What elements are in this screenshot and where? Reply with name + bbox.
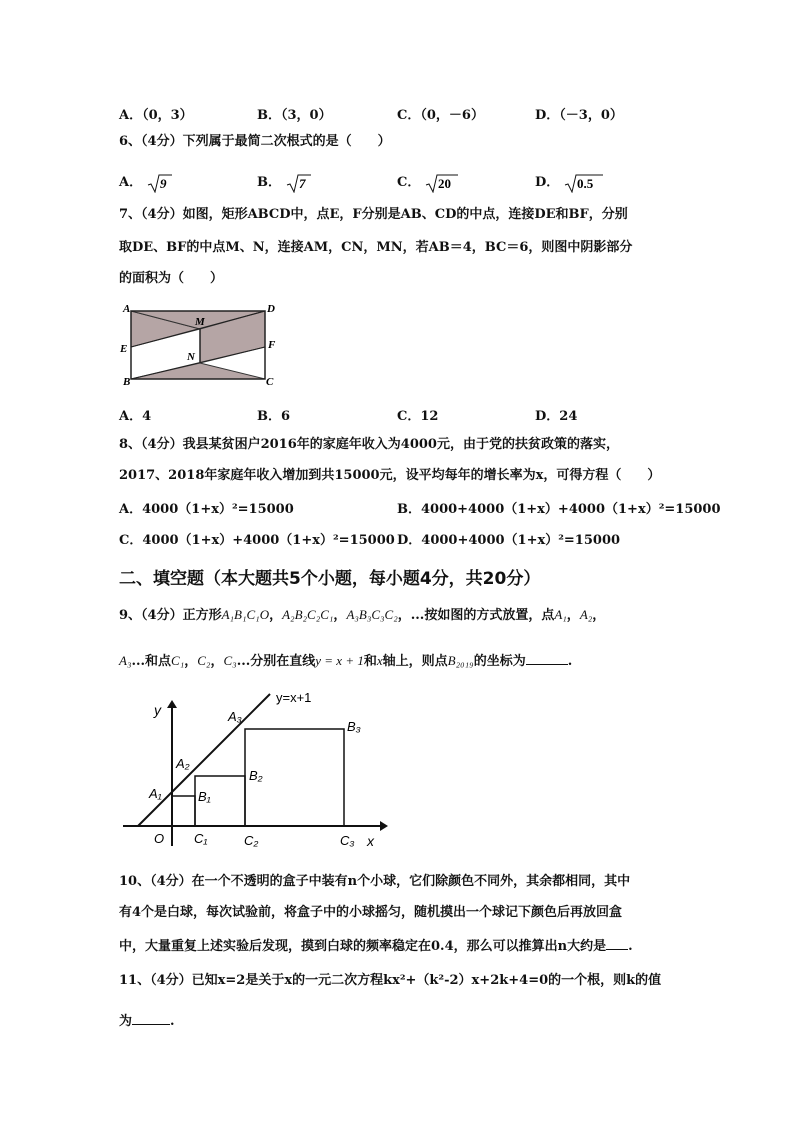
label-a: A	[123, 303, 131, 315]
q7-option-d: D．24	[535, 409, 578, 424]
fig-label-o: O	[154, 831, 165, 846]
q11-line2-end: .	[170, 1014, 175, 1029]
q8-option-c: C．4000（1+x）+4000（1+x）²=15000	[119, 533, 395, 548]
fig-label-x: x	[367, 833, 374, 849]
fig-label-line: y=x+1	[276, 690, 312, 705]
q5-option-c: C．（0，－6）	[397, 108, 484, 123]
q9-line-equation: y = x + 1	[315, 653, 364, 668]
q6-option-d	[535, 171, 604, 193]
q8-option-d: D．4000+4000（1+x）²=15000	[397, 533, 621, 548]
label-b: B	[123, 376, 131, 388]
fig-label-a1: A₁	[149, 786, 162, 801]
q6-option-c	[397, 171, 459, 193]
q9-point-a2: A₂	[579, 607, 593, 622]
q9-square1: A₁B₁C₁O	[221, 607, 270, 622]
label-c: C	[266, 376, 274, 388]
fig-label-a3: A₃	[228, 709, 242, 724]
q11-line1: 11、（4分）已知x=2是关于x的一元二次方程kx²+（k²-2）x+2k+4=0的一个根，则k的值	[119, 973, 662, 988]
q10-line1: 10、（4分）在一个不透明的盒子中装有n个小球，它们除颜色不同外，其余都相同，其中	[119, 874, 631, 889]
q7-option-b: B．6	[257, 409, 291, 424]
label-d: D	[267, 303, 275, 315]
q6-option-a-letter: A．	[119, 175, 143, 190]
q10-line3	[119, 935, 633, 956]
q6-b-radicand: 7	[298, 175, 306, 191]
sqrt-icon	[425, 173, 459, 193]
label-m: M	[195, 316, 205, 328]
section-2-title: 二、填空题（本大题共5个小题，每小题4分，共20分）	[119, 569, 541, 589]
fig-label-c2: C₂	[244, 833, 259, 848]
q9-text: ，	[210, 654, 224, 669]
q5-option-d: D．（－3，0）	[535, 108, 623, 123]
q9-text: 9、（4分）正方形	[119, 608, 222, 623]
sqrt-icon	[286, 173, 312, 193]
q9-line2	[119, 650, 572, 671]
q6-option-c-letter: C．	[397, 175, 421, 190]
q7-line2: 取DE、BF的中点M、N，连接AM，CN，MN，若AB＝4，BC＝6，则图中阴影部分	[119, 240, 633, 255]
q9-text: .	[567, 654, 573, 669]
label-n: N	[187, 351, 195, 363]
q9-text: 轴上，则点	[382, 654, 448, 669]
q5-option-a: A．（0，3）	[119, 108, 193, 123]
q6-option-d-letter: D．	[535, 175, 560, 190]
fig-label-y: y	[154, 702, 161, 718]
q9-text: ，	[333, 608, 347, 623]
q9-text: ，	[184, 654, 198, 669]
q7-rectangle-figure	[115, 302, 285, 394]
fig-label-c3: C₃	[340, 833, 355, 848]
fig-label-a2: A₂	[176, 756, 190, 771]
q11-line2	[119, 1010, 175, 1031]
q9-point-c3: C₃	[223, 653, 237, 668]
q11-answer-blank	[132, 1010, 170, 1025]
label-e: E	[120, 343, 128, 355]
q8-line1: 8、（4分）我县某贫困户2016年的家庭年收入为4000元，由于党的扶贫政策的落实，	[119, 437, 619, 452]
q9-point-a1: A₁	[554, 607, 567, 622]
q9-text: ，	[269, 608, 283, 623]
q8-option-a: A．4000（1+x）²=15000	[119, 502, 294, 517]
q7-option-c: C．12	[397, 409, 439, 424]
sqrt-icon	[564, 173, 604, 193]
label-f: F	[268, 339, 276, 351]
fig-label-b3: B₃	[347, 719, 361, 734]
fig-label-b1: B₁	[198, 789, 211, 804]
q7-line3: 的面积为（ ）	[119, 271, 224, 286]
q8-line2: 2017、2018年家庭年收入增加到共15000元，设平均每年的增长率为x，可得方程（ ）	[119, 468, 661, 483]
q6-c-radicand: 20	[437, 175, 451, 191]
q9-text: ，	[566, 608, 580, 623]
fig-label-b2: B₂	[249, 768, 263, 783]
q9-square2: A₂B₂C₂C₁	[282, 607, 334, 622]
q11-line2-text: 为	[119, 1014, 133, 1029]
q9-line1	[119, 606, 605, 625]
q9-text: 和	[363, 654, 377, 669]
q9-point-c2: C₂	[197, 653, 211, 668]
q8-option-b: B．4000+4000（1+x）+4000（1+x）²=15000	[397, 502, 721, 517]
q9-point-c1: C₁	[171, 653, 185, 668]
q7-option-a: A．4	[119, 409, 152, 424]
q9-text: ，...按如图的方式放置，点	[397, 608, 555, 623]
q10-line3-end: .	[628, 939, 633, 954]
shade-triangle-bnc	[131, 363, 265, 379]
q6-a-radicand: 9	[159, 175, 167, 191]
q9-coordinate-figure	[118, 686, 393, 854]
q9-answer-blank	[526, 650, 568, 665]
sqrt-icon	[147, 173, 173, 193]
q6-option-b-letter: B．	[257, 175, 281, 190]
q9-text: 的坐标为	[473, 654, 526, 669]
q6-d-radicand: 0.5	[576, 175, 594, 191]
q9-point-b2019: B₂₀₁₉	[447, 653, 474, 668]
q9-text: ，	[592, 608, 606, 623]
q10-line2: 有4个是白球，每次试验前，将盒子中的小球摇匀，随机摸出一个球记下颜色后再放回盒	[119, 905, 623, 920]
q5-option-b: B．（3，0）	[257, 108, 332, 123]
q9-x-axis: x	[376, 653, 383, 668]
q6-option-b	[257, 171, 312, 193]
q10-answer-blank	[606, 935, 628, 950]
q9-text: ...分别在直线	[236, 654, 316, 669]
q7-line1: 7、（4分）如图，矩形ABCD中，点E，F分别是AB、CD的中点，连接DE和BF，分别	[119, 207, 628, 222]
q6-option-a	[119, 171, 173, 193]
q6-stem: 6、（4分）下列属于最简二次根式的是（ ）	[119, 134, 391, 149]
q9-text: ...和点	[131, 654, 172, 669]
q9-square3: A₃B₃C₃C₂	[346, 607, 398, 622]
q10-line3-text: 中，大量重复上述实验后发现，摸到白球的频率稳定在0.4，那么可以推算出n大约是	[119, 939, 607, 954]
fig-label-c1: C₁	[194, 831, 208, 846]
q9-point-a3: A₃	[119, 653, 132, 668]
